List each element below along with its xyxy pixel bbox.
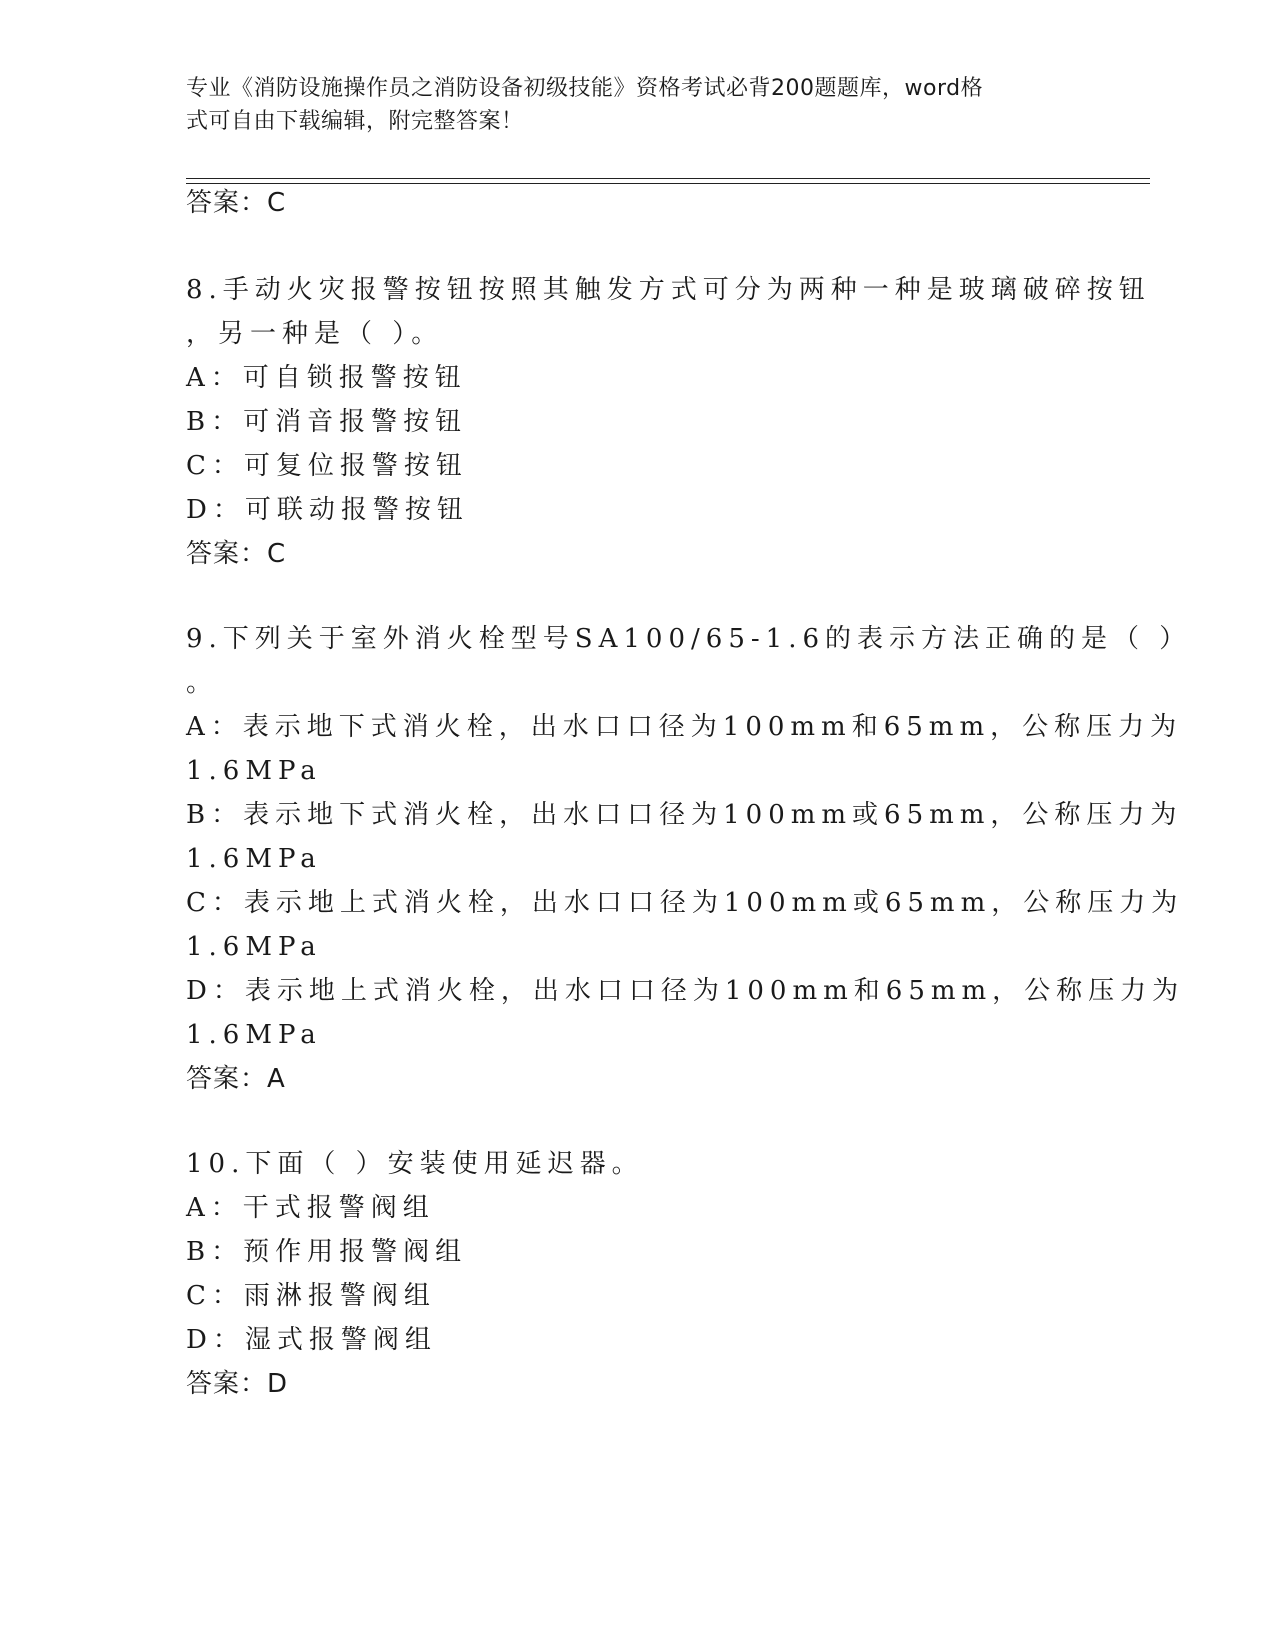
q10-option-d: D：湿式报警阀组 xyxy=(186,1325,437,1355)
q9-option-a-line-1: A：表示地下式消火栓，出水口口径为100mm和65mm，公称压力为 xyxy=(186,712,1183,742)
q9-option-b-line-2: 1.6MPa xyxy=(186,844,322,874)
q10-option-b: B：预作用报警阀组 xyxy=(186,1237,468,1267)
q9-answer: 答案：A xyxy=(186,1064,286,1094)
q10-answer: 答案：D xyxy=(186,1369,289,1399)
q8-option-c: C：可复位报警按钮 xyxy=(186,451,468,481)
q9-stem-line-1: 9.下列关于室外消火栓型号SA100/65-1.6的表示方法正确的是（ ） xyxy=(186,624,1192,654)
q9-option-d-line-2: 1.6MPa xyxy=(186,1020,322,1050)
header-line-2: 式可自由下载编辑，附完整答案！ xyxy=(186,109,524,134)
q8-answer: 答案：C xyxy=(186,539,287,569)
q8-option-b: B：可消音报警按钮 xyxy=(186,407,468,437)
header-divider-top xyxy=(186,178,1150,179)
q10-option-c: C：雨淋报警阀组 xyxy=(186,1281,436,1311)
q8-option-d: D：可联动报警按钮 xyxy=(186,495,469,525)
q9-option-b-line-1: B：表示地下式消火栓，出水口口径为100mm或65mm，公称压力为 xyxy=(186,800,1183,830)
q9-option-d-line-1: D：表示地上式消火栓，出水口口径为100mm和65mm，公称压力为 xyxy=(186,976,1185,1006)
document-header xyxy=(186,72,1066,138)
q10-stem: 10.下面（ ）安装使用延迟器。 xyxy=(186,1149,644,1179)
q9-option-a-line-2: 1.6MPa xyxy=(186,756,322,786)
header-line-1: 专业《消防设施操作员之消防设备初级技能》资格考试必背200题题库，word格 xyxy=(186,76,984,101)
q9-option-c-line-2: 1.6MPa xyxy=(186,932,322,962)
header-divider-bottom xyxy=(186,183,1150,184)
q8-stem-line-2: ，另一种是（ ）。 xyxy=(186,319,444,349)
q8-option-a: A：可自锁报警按钮 xyxy=(186,363,467,393)
q10-option-a: A：干式报警阀组 xyxy=(186,1193,435,1223)
q9-option-c-line-1: C：表示地上式消火栓，出水口口径为100mm或65mm，公称压力为 xyxy=(186,888,1184,918)
q8-stem-line-1: 8.手动火灾报警按钮按照其触发方式可分为两种一种是玻璃破碎按钮 xyxy=(186,275,1151,305)
q9-stem-line-2: 。 xyxy=(186,668,219,698)
answer-previous: 答案：C xyxy=(186,188,287,218)
